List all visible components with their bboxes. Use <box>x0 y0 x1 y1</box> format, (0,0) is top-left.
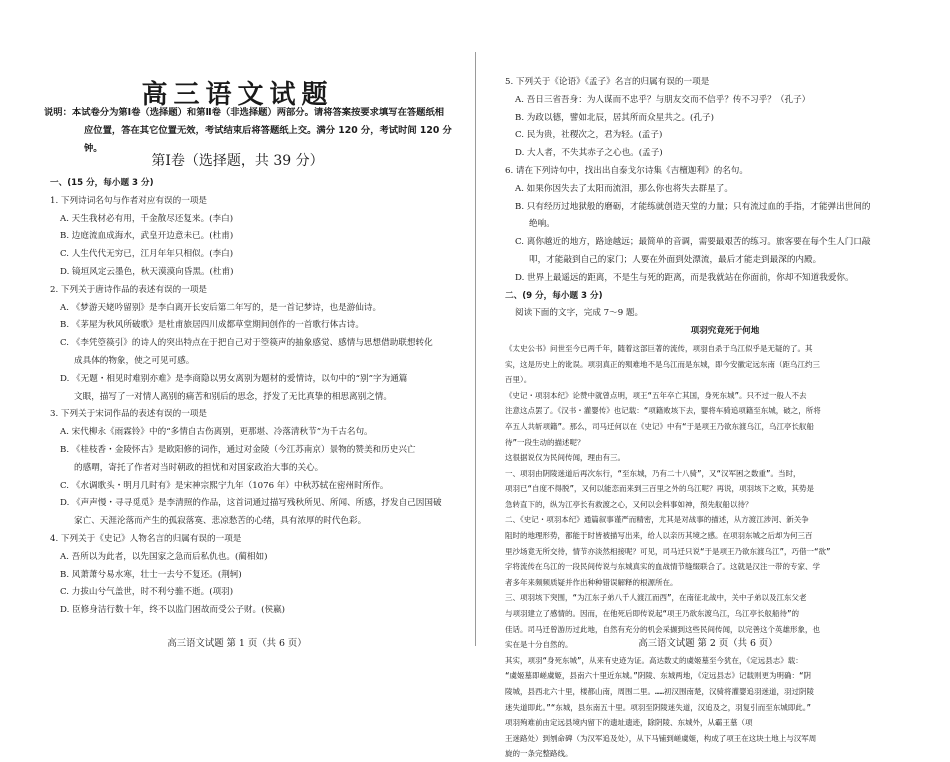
passage-line: 一、项羽由阴陵迷道后再次东行，“至东城，乃有二十八骑”，又“汉军困之数重”。当时， <box>505 468 801 478</box>
passage-line: 实，这是历史上的讹误。项羽真正的殒难地不是乌江而是东城，即今安徽定远东南（距乌江约三 <box>505 359 820 369</box>
passage-line: 急转直下的，纵为江亭长有救渡之心，又何以会料事如神，预先舣船以待？ <box>505 499 753 509</box>
passage-line: 百里）。 <box>505 375 532 385</box>
part-two-instruction: 阅读下面的文字，完成 7～9 题。 <box>515 308 644 319</box>
text-line: A. 如果你因失去了太阳而流泪，那么你也将失去群星了。 <box>515 183 733 194</box>
part-one-heading: 一、(15 分，每小题 3 分) <box>50 178 154 188</box>
passage-line: 卒五人共斩项籍”。那么，司马迁何以在《史记》中有“于是项王乃欲东渡乌江，乌江亭长舣船 <box>505 421 815 431</box>
text-line: C. 《李凭箜篌引》的诗人的突出特点在于把自己对于箜篌声的抽象感觉、感情与思想借助联想转化 <box>60 338 433 349</box>
passage-line: 注意这点罢了。《汉书・灌婴传》也记载：“项籍败垓下去，婴将车骑追项籍至东城，破之，所将 <box>505 406 821 416</box>
text-line: B. 《茅屋为秋风所破歌》是杜甫旅居四川成都草堂期间创作的一首歌行体古诗。 <box>60 320 364 331</box>
question-list <box>50 193 465 620</box>
part-two-heading: 二、(9 分，每小题 3 分) <box>505 290 603 301</box>
text-line: D. 《声声慢・寻寻觅觅》是李清照的作品，这首词通过描写残秋所见、所闻、所感，抒发自己因国破 <box>60 498 442 509</box>
text-line: 文眼，描写了一对情人离别的痛苦和别后的思念，抒发了无比真挚的相思离别之情。 <box>74 391 392 402</box>
passage-line: 陵城，县西北六十里，楼都山南，周围二里。……初汉围南楚，汉骑将灌婴追羽迷道，羽过阴陵 <box>505 687 815 697</box>
instructions-line-1: 说明：本试卷分为第Ⅰ卷（选择题）和第Ⅱ卷（非选择题）两部分。请将答案按要求填写在答题纸相 <box>44 107 445 118</box>
text-line: D. 臣修身洁行数十年，终不以监门困故而受公子财。(侯嬴) <box>60 605 286 616</box>
page-two <box>476 0 950 759</box>
text-line: 6. 请在下列诗句中，找出出自泰戈尔诗集《吉檀迦利》的名句。 <box>505 165 748 176</box>
exam-title: 高三语文试题 <box>141 80 334 110</box>
passage-line: 字将流传在乌江的一段民间传说与东城真实的血战情节缝缀联合了。这就是汉注一带的专家、学 <box>505 562 820 572</box>
passage-line: 这很据说仅为民间传闻，理由有三。 <box>505 453 625 463</box>
text-line: 2. 下列关于唐诗作品的表述有误的一项是 <box>50 284 208 295</box>
text-line: A. 天生我材必有用，千金散尽还复来。(李白) <box>60 213 234 224</box>
text-line: B. 只有经历过地狱般的磨砺，才能练就创造天堂的力量；只有流过血的手指，才能弹出世间的 <box>515 201 871 212</box>
passage-line: 待”一段生动的描述呢？ <box>505 437 585 447</box>
text-line: 3. 下列关于宋词作品的表述有误的一项是 <box>50 409 208 420</box>
instructions-line-2: 应位置，答在其它位置无效，考试结束后将答题纸上交。满分 120 分，考试时间 120 分钟。 <box>84 125 452 154</box>
passage-line: 实在是十分自然的。 <box>505 640 573 650</box>
text-line: D. 《无题・相见时难别亦难》是李商隐以男女离别为题材的爱情诗，以句中的“别”字为通篇 <box>60 373 408 384</box>
passage-line: “虞姬墓即嵯虞姬，县南六十里近东城。”阴陵、东城两地，《定远县志》记载则更为明确：“阴 <box>505 671 812 681</box>
text-line: D. 大人者，不失其赤子之心也。(孟子) <box>515 148 663 159</box>
text-line: A. 《梦游天姥吟留别》是李白离开长安后第二年写的，是一首记梦诗，也是游仙诗。 <box>60 302 382 313</box>
passage-line: 里沙场竟无所交待，情节亦淡然相接呢？可见，司马迁只说“于是项王乃欲东渡乌江”，巧借一“欲” <box>505 546 831 556</box>
passage-line: 旋的一条完整路线。 <box>505 749 573 759</box>
page-one-footer: 高三语文试题 第 1 页（共 6 页） <box>167 638 307 649</box>
passage-line: 与项羽建立了感情的。因而，在他死后即传说起“项王乃欲东渡乌江，乌江亭长舣船待”的 <box>505 609 800 619</box>
text-line: B. 风萧萧兮易水寒，壮士一去兮不复还。(荆轲) <box>60 569 242 580</box>
passage-line: 三、项羽垓下突围，“为江东子弟八千人渡江而西”，在南征北战中，关中子弟以及江东父老 <box>505 593 807 603</box>
page-one <box>0 0 475 672</box>
passage-line: 迷失道即此。”“东城，县东南五十里。项羽至阴陵迷失道，汉追及之，羽复引而至东城即此。” <box>505 702 812 712</box>
passage-line: 《太史公书》问世至今已两千年，随着这部巨著的流传，项羽自杀于乌江似乎是无疑的了。其 <box>505 343 813 353</box>
text-line: D. 镜垣风定云墨色，秋天漠漠向昏黑。(杜甫) <box>60 266 234 277</box>
passage-line: 项羽已“自度不得脱”，又何以能恋而来到三百里之外的乌江呢？再说，项羽垓下之败，其势是 <box>505 484 815 494</box>
text-line: B. 为政以德，譬如北辰，居其所而众星共之。(孔子) <box>515 112 714 123</box>
text-line: 1. 下列诗词名句与作者对应有误的一项是 <box>50 195 208 206</box>
text-line: C. 离你越近的地方，路途越远；最简单的音调，需要最艰苦的练习。旅客要在每个生人门口敲 <box>515 237 871 248</box>
passage-line: 者多年来频频质疑并作出种种错误解释的根源所在。 <box>505 577 678 587</box>
text-line: 成具体的物象，使之可见可感。 <box>74 355 195 366</box>
passage-line: 《史记・项羽本纪》论赞中就曾点明，项王“五年卒亡其国，身死东城”。只不过一般人不去 <box>505 390 807 400</box>
page-one-column <box>50 175 465 620</box>
text-line: A. 吾日三省吾身：为人谋而不忠乎？与朋友交而不信乎？传不习乎？（孔子） <box>515 94 811 105</box>
text-line: 绝响。 <box>529 219 555 230</box>
text-line: C. 《水调歌头・明月几时有》是宋神宗熙宁九年（1076 年）中秋苏轼在密州时所作。 <box>60 480 389 491</box>
article-title: 项羽究竟死于何地 <box>690 326 760 337</box>
passage-line: 王迷路处）到刎命碑（为汉军追及处），从下马铺到嵯虞姬，构成了项王在这块土地上与汉军周 <box>505 733 817 743</box>
text-line: 5. 下列关于《论语》《孟子》名言的归属有误的一项是 <box>505 77 710 87</box>
text-line: C. 民为贵，社稷次之，君为轻。(孟子) <box>515 130 663 141</box>
text-line: 叩，才能敲到自己的家门；人要在外面到处漂流，最后才能走到最深的内殿。 <box>529 254 822 265</box>
text-line: C. 人生代代无穷已，江月年年只相似。(李白) <box>60 249 234 260</box>
text-line: 的感喟，寄托了作者对当时朝政的担忧和对国家政治大事的关心。 <box>74 462 324 473</box>
text-line: B. 《桂枝香・金陵怀古》是欧阳修的词作，通过对金陵（今江苏南京）景物的赞美和历史兴亡 <box>60 444 416 455</box>
page-two-column <box>505 74 945 762</box>
text-line: B. 边庭流血成海水，武皇开边意未已。(杜甫) <box>60 231 234 242</box>
text-line: A. 宋代柳永《雨霖铃》中的“多情自古伤离别，更那堪、冷落清秋节”为千古名句。 <box>60 427 373 438</box>
page-two-footer: 高三语文试题 第 2 页（共 6 页） <box>638 638 778 649</box>
passage-line: 项羽殉难前由定远县境内留下的遗址遗迹，除阴陵、东城外，从霸王墓（项 <box>505 718 753 728</box>
text-line: D. 世界上最遥远的距离，不是生与死的距离，而是我就站在你面前，你却不知道我爱你。 <box>515 272 854 283</box>
passage-line: 阻时的地理形势，都能于时皆被描写出来，给人以亲历其境之感。在项羽东城之后却为何三百 <box>505 531 813 541</box>
passage-line: 佳话。司马迁曾游历过此地，自然有充分的机会采撷到这些民间传闻，以完善这个英雄形象，也 <box>505 624 820 634</box>
question-list <box>505 74 945 288</box>
text-line: 家亡、天涯沦落而产生的孤寂落寞、悲凉愁苦的心绪，具有浓厚的时代色彩。 <box>74 516 367 527</box>
passage-line: 其实，项羽“身死东城”，从来有史迹为证。高达数丈的虞姬墓至今犹在，《定远县志》载： <box>505 655 803 665</box>
section-one-title: 第Ⅰ卷（选择题，共 39 分） <box>151 153 324 169</box>
passage-line: 二、《史记・项羽本纪》通篇叙事谨严而精密，尤其是对战事的描述，从方渡江涉河、新关争 <box>505 515 809 525</box>
text-line: A. 吾所以为此者，以先国家之急而后私仇也。(蔺相如) <box>60 551 268 562</box>
text-line: 4. 下列关于《史记》人物名言的归属有误的一项是 <box>50 533 242 544</box>
text-line: C. 力拔山兮气盖世，时不利兮骓不逝。(项羽) <box>60 587 234 598</box>
article-passage <box>505 341 945 762</box>
